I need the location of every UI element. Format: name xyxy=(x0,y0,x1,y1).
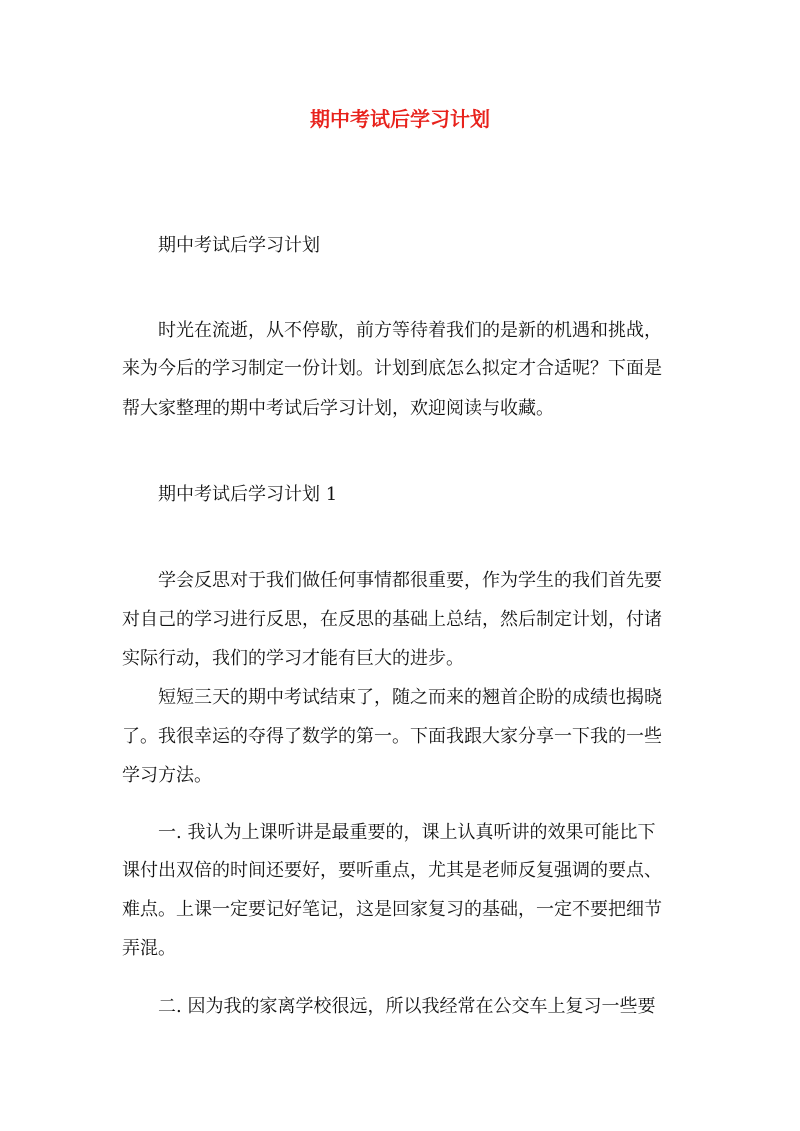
intro-line: 帮大家整理的期中考试后学习计划，欢迎阅读与收藏。 xyxy=(122,398,554,419)
paragraph-line: 二. 因为我的家离学校很远，所以我经常在公交车上复习一些要 xyxy=(158,996,656,1017)
section-heading: 期中考试后学习计划 1 xyxy=(158,484,338,505)
paragraph-line: 难点。上课一定要记好笔记，这是回家复习的基础，一定不要把细节 xyxy=(122,899,662,920)
document-title: 期中考试后学习计划 xyxy=(310,107,490,131)
paragraph-line: 对自己的学习进行反思，在反思的基础上总结，然后制定计划，付诸 xyxy=(122,609,662,630)
paragraph-line: 学习方法。 xyxy=(122,765,212,786)
paragraph-line: 短短三天的期中考试结束了，随之而来的翘首企盼的成绩也揭晓 xyxy=(158,687,662,708)
paragraph-line: 课付出双倍的时间还要好，要听重点，尤其是老师反复强调的要点、 xyxy=(122,860,662,881)
intro-line: 时光在流逝，从不停歇，前方等待着我们的是新的机遇和挑战， xyxy=(158,320,662,341)
paragraph-line: 学会反思对于我们做任何事情都很重要，作为学生的我们首先要 xyxy=(158,570,662,591)
paragraph-line: 一. 我认为上课听讲是最重要的，课上认真听讲的效果可能比下 xyxy=(158,822,656,843)
paragraph-line: 弄混。 xyxy=(122,938,176,959)
paragraph-line: 实际行动，我们的学习才能有巨大的进步。 xyxy=(122,648,464,669)
intro-line: 来为今后的学习制定一份计划。计划到底怎么拟定才合适呢？下面是 xyxy=(122,358,662,379)
document-heading: 期中考试后学习计划 xyxy=(158,235,320,256)
paragraph-line: 了。我很幸运的夺得了数学的第一。下面我跟大家分享一下我的一些 xyxy=(122,726,662,747)
